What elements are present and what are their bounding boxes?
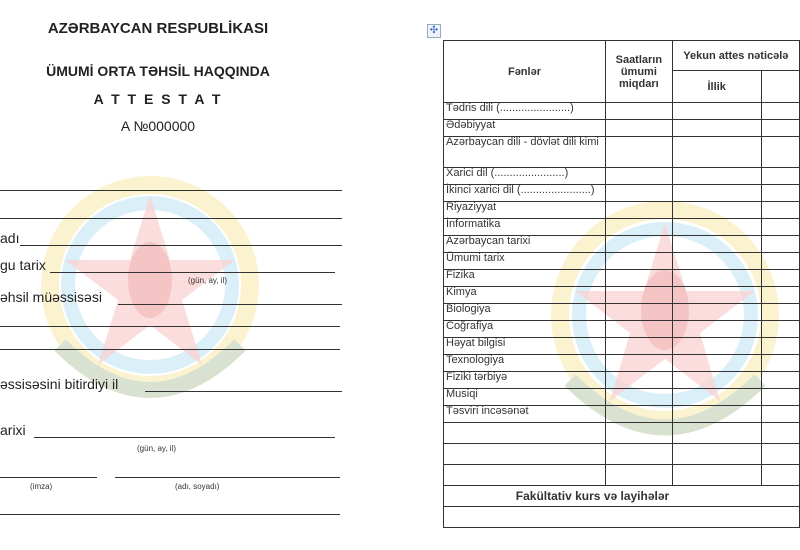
grade-cell[interactable] xyxy=(761,103,799,120)
issue-date-label: arixi xyxy=(0,422,26,438)
grade-cell[interactable] xyxy=(605,406,672,423)
grade-cell[interactable] xyxy=(672,372,761,389)
grade-cell[interactable] xyxy=(672,389,761,406)
grade-cell[interactable] xyxy=(672,270,761,287)
subject-cell: Tədris dili (.......................) xyxy=(444,103,606,120)
grade-cell[interactable] xyxy=(761,389,799,406)
grade-cell[interactable] xyxy=(761,465,799,486)
issue-date-hint: (gün, ay, il) xyxy=(137,444,176,453)
grade-cell[interactable] xyxy=(605,304,672,321)
subject-cell xyxy=(444,444,606,465)
grade-cell[interactable] xyxy=(672,202,761,219)
header-hours: Saatların ümumi miqdarı xyxy=(605,41,672,103)
signature-field[interactable] xyxy=(0,477,97,478)
table-row xyxy=(444,338,800,355)
header-extra xyxy=(761,71,799,103)
grade-cell[interactable] xyxy=(605,321,672,338)
subject-cell: İnformatika xyxy=(444,219,606,236)
grade-cell[interactable] xyxy=(672,444,761,465)
grade-cell[interactable] xyxy=(761,338,799,355)
table-row xyxy=(444,219,800,236)
subject-cell: Kimya xyxy=(444,287,606,304)
grade-cell[interactable] xyxy=(672,304,761,321)
date-hint: (gün, ay, il) xyxy=(188,276,227,285)
grade-cell[interactable] xyxy=(605,423,672,444)
issue-date-field[interactable] xyxy=(34,437,335,438)
table-row xyxy=(444,304,800,321)
grade-cell[interactable] xyxy=(761,287,799,304)
grade-cell[interactable] xyxy=(672,355,761,372)
field-line[interactable] xyxy=(0,190,342,191)
table-move-handle-icon[interactable]: ✣ xyxy=(427,24,441,38)
subject-cell xyxy=(444,423,606,444)
grade-cell[interactable] xyxy=(672,236,761,253)
table-row xyxy=(444,372,800,389)
grade-cell[interactable] xyxy=(672,465,761,486)
grade-cell[interactable] xyxy=(605,219,672,236)
grade-cell[interactable] xyxy=(605,372,672,389)
table-row xyxy=(444,507,800,528)
field-line[interactable] xyxy=(0,218,342,219)
subject-cell: Həyat bilgisi xyxy=(444,338,606,355)
subject-cell xyxy=(444,465,606,486)
field-line[interactable] xyxy=(0,349,340,350)
subject-cell: Texnologiya xyxy=(444,355,606,372)
grade-cell[interactable] xyxy=(672,338,761,355)
optional-section-row xyxy=(444,486,800,507)
grade-cell[interactable] xyxy=(672,253,761,270)
fullname-hint: (adı, soyadı) xyxy=(175,482,220,491)
grade-cell[interactable] xyxy=(761,219,799,236)
grade-cell[interactable] xyxy=(605,389,672,406)
graduation-year-field[interactable] xyxy=(145,391,342,392)
grade-cell[interactable] xyxy=(672,103,761,120)
grade-cell[interactable] xyxy=(672,423,761,444)
subject-cell: Musiqi xyxy=(444,389,606,406)
grade-cell[interactable] xyxy=(761,168,799,185)
grade-cell[interactable] xyxy=(761,120,799,137)
grade-cell[interactable] xyxy=(672,219,761,236)
subject-cell: İkinci xarici dil (.......................) xyxy=(444,185,606,202)
table-row xyxy=(444,355,800,372)
grade-cell[interactable] xyxy=(672,321,761,338)
table-row xyxy=(444,120,800,137)
table-row xyxy=(444,168,800,185)
subject-cell: Xarici dil (.......................) xyxy=(444,168,606,185)
table-row xyxy=(444,236,800,253)
subject-cell: Azərbaycan tarixi xyxy=(444,236,606,253)
grade-cell[interactable] xyxy=(761,236,799,253)
field-line[interactable] xyxy=(0,514,340,515)
grade-cell[interactable] xyxy=(605,253,672,270)
table-row xyxy=(444,185,800,202)
grade-cell[interactable] xyxy=(444,507,800,528)
table-row xyxy=(444,465,800,486)
subject-cell: Ümumi tarix xyxy=(444,253,606,270)
grade-cell[interactable] xyxy=(605,137,672,168)
table-row xyxy=(444,321,800,338)
table-row xyxy=(444,444,800,465)
date-field[interactable] xyxy=(50,272,335,273)
grade-cell[interactable] xyxy=(605,185,672,202)
subject-cell: Biologiya xyxy=(444,304,606,321)
grade-cell[interactable] xyxy=(605,287,672,304)
subject-cell: Təsviri incəsənət xyxy=(444,406,606,423)
grade-cell[interactable] xyxy=(761,372,799,389)
subject-cell: Coğrafiya xyxy=(444,321,606,338)
subject-cell: Fizika xyxy=(444,270,606,287)
grade-cell[interactable] xyxy=(605,236,672,253)
signature-hint: (imza) xyxy=(30,482,53,491)
field-line[interactable] xyxy=(0,326,340,327)
grade-cell[interactable] xyxy=(605,270,672,287)
grade-cell[interactable] xyxy=(761,355,799,372)
subject-cell: Ədəbiyyat xyxy=(444,120,606,137)
grade-cell[interactable] xyxy=(761,253,799,270)
table-row xyxy=(444,287,800,304)
school-field[interactable] xyxy=(118,304,342,305)
date-label: gu tarix xyxy=(0,257,46,273)
grade-cell[interactable] xyxy=(672,185,761,202)
table-row xyxy=(444,137,800,168)
grade-cell[interactable] xyxy=(672,168,761,185)
table-row xyxy=(444,423,800,444)
table-row xyxy=(444,103,800,120)
grade-cell[interactable] xyxy=(672,137,761,168)
grade-cell[interactable] xyxy=(761,185,799,202)
header-annual: İllik xyxy=(672,71,761,103)
subject-cell: Azərbaycan dili - dövlət dili kimi xyxy=(444,137,606,168)
name-field[interactable] xyxy=(20,245,342,246)
country-title: AZƏRBAYCAN RESPUBLİKASI xyxy=(47,20,269,37)
table-row xyxy=(444,406,800,423)
grade-cell[interactable] xyxy=(605,202,672,219)
grade-cell[interactable] xyxy=(672,406,761,423)
grade-cell[interactable] xyxy=(761,270,799,287)
grades-table xyxy=(443,40,800,528)
grade-cell[interactable] xyxy=(761,444,799,465)
grade-cell[interactable] xyxy=(605,120,672,137)
optional-section-title: Fakültativ kurs və layihələr xyxy=(444,486,800,507)
document-number: A №000000 xyxy=(120,118,196,134)
grade-cell[interactable] xyxy=(672,120,761,137)
grade-cell[interactable] xyxy=(761,202,799,219)
table-row xyxy=(444,202,800,219)
fullname-field[interactable] xyxy=(115,477,340,478)
header-final: Yekun attes nəticələ xyxy=(672,41,799,71)
table-row xyxy=(444,253,800,270)
document-subtitle: ÜMUMİ ORTA TƏHSİL HAQQINDA xyxy=(46,63,270,79)
table-row xyxy=(444,389,800,406)
grade-cell[interactable] xyxy=(761,304,799,321)
grade-cell[interactable] xyxy=(605,168,672,185)
grade-cell[interactable] xyxy=(761,423,799,444)
grade-cell[interactable] xyxy=(672,287,761,304)
grade-cell[interactable] xyxy=(605,103,672,120)
document-title: A T T E S T A T xyxy=(93,91,223,107)
grade-cell[interactable] xyxy=(761,321,799,338)
grade-cell[interactable] xyxy=(761,137,799,168)
grade-cell[interactable] xyxy=(605,338,672,355)
grade-cell[interactable] xyxy=(605,444,672,465)
grade-cell[interactable] xyxy=(761,406,799,423)
subject-cell: Fiziki tərbiyə xyxy=(444,372,606,389)
table-row xyxy=(444,270,800,287)
grade-cell[interactable] xyxy=(605,355,672,372)
subject-cell: Riyaziyyat xyxy=(444,202,606,219)
header-subjects: Fənlər xyxy=(444,41,606,103)
school-label: əhsil müəssisəsi xyxy=(0,289,102,305)
graduation-year-label: əssisəsini bitirdiyi il xyxy=(0,376,119,392)
grade-cell[interactable] xyxy=(605,465,672,486)
name-label: adı xyxy=(0,230,20,246)
